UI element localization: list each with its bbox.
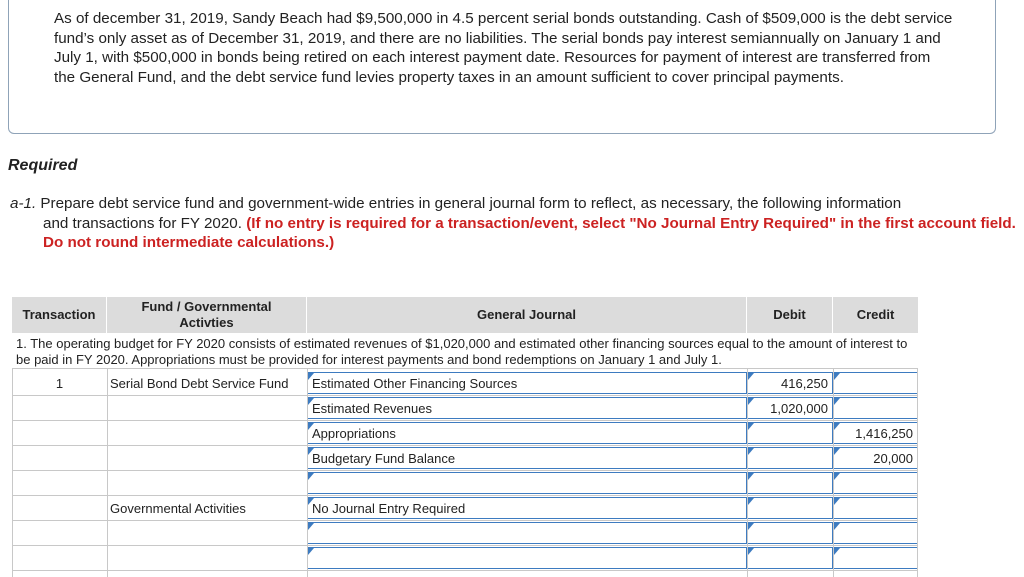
journal-header-row — [12, 297, 918, 333]
row-credit-input[interactable] — [833, 547, 918, 569]
row-transaction-number: 1 — [55, 375, 64, 391]
problem-text: As of december 31, 2019, Sandy Beach had $9,500,000 in 4.5 percent serial bonds outstanding. Cash of $509,000 is the debt service fund’s only asset as of December 31, 2019, and there are no liabilities. The serial bonds pay interest semiannually on January 1 and July 1, with $500,000 in bonds being retired on each interest payment date. Resources for payment of interest are transferred from the General Fund, and the debt service fund levies property taxes in an amount sufficient to cover principal payments. — [54, 10, 953, 86]
row-transaction-number — [12, 546, 107, 570]
grid-line — [917, 369, 918, 577]
row-fund-select[interactable] — [107, 446, 307, 470]
row-fund-select[interactable] — [107, 546, 307, 570]
row-debit-input[interactable]: 416,250 — [747, 372, 833, 394]
grid-line — [747, 369, 748, 577]
row-fund-select[interactable] — [107, 471, 307, 495]
row-account-select[interactable]: Budgetary Fund Balance — [307, 447, 747, 469]
journal-row — [12, 396, 918, 421]
row-transaction-number — [12, 396, 107, 420]
header-transaction: Transaction — [12, 297, 107, 333]
transaction-description: 1. The operating budget for FY 2020 consists of estimated revenues of $1,020,000 and estimated other financing sources equal to the amount of interest to be paid in FY 2020. Appropriations must be provided for interest payments and bond redemptions on January 1 and July 1. — [12, 333, 918, 369]
row-fund-select[interactable] — [107, 521, 307, 545]
journal-row — [12, 421, 918, 446]
row-credit-input[interactable] — [833, 522, 918, 544]
row-fund-select[interactable] — [107, 421, 307, 445]
question-text-continued: and transactions for FY 2020. — [43, 214, 247, 232]
journal-row — [12, 371, 918, 396]
row-fund-select[interactable]: Serial Bond Debt Service Fund — [107, 371, 307, 395]
row-transaction-number — [12, 446, 107, 470]
grid-line — [307, 369, 308, 577]
row-debit-input[interactable] — [747, 472, 833, 494]
row-credit-input[interactable] — [833, 472, 918, 494]
row-transaction-number — [12, 471, 107, 495]
row-account-select[interactable] — [307, 472, 747, 494]
row-debit-input[interactable] — [747, 547, 833, 569]
journal-row — [12, 496, 918, 521]
row-debit-input[interactable]: 1,020,000 — [747, 397, 833, 419]
row-credit-input[interactable] — [833, 372, 918, 394]
problem-statement-box — [8, 0, 996, 134]
journal-row — [12, 471, 918, 496]
row-account-select[interactable] — [307, 522, 747, 544]
header-debit: Debit — [747, 297, 833, 333]
row-account-select[interactable]: Estimated Other Financing Sources — [307, 372, 747, 394]
row-credit-input[interactable] — [833, 397, 918, 419]
row-account-select[interactable]: Estimated Revenues — [307, 397, 747, 419]
header-general-journal: General Journal — [307, 297, 747, 333]
row-debit-input[interactable] — [747, 422, 833, 444]
row-transaction-number — [12, 521, 107, 545]
row-credit-input[interactable] — [833, 497, 918, 519]
header-credit: Credit — [856, 307, 895, 322]
journal-row — [12, 446, 918, 471]
row-account-select[interactable]: No Journal Entry Required — [307, 497, 747, 519]
row-fund-select[interactable] — [107, 396, 307, 420]
row-transaction-number — [12, 421, 107, 445]
row-debit-input[interactable] — [747, 497, 833, 519]
journal-row — [12, 546, 918, 571]
grid-line — [12, 369, 13, 577]
question-text: Prepare debt service fund and government-wide entries in general journal form to reflect, as necessary, the following information — [36, 195, 902, 212]
question-a1 — [10, 194, 1020, 253]
question-number: a-1. — [10, 195, 37, 212]
row-credit-input[interactable]: 1,416,250 — [833, 422, 918, 444]
journal-table — [12, 297, 918, 577]
row-account-select[interactable]: Appropriations — [307, 422, 747, 444]
row-debit-input[interactable] — [747, 447, 833, 469]
required-heading: Required — [8, 157, 78, 174]
row-credit-input[interactable]: 20,000 — [833, 447, 918, 469]
header-fund: Fund / Governmental Activties — [107, 297, 307, 333]
row-debit-input[interactable] — [747, 522, 833, 544]
row-transaction-number — [12, 496, 107, 520]
journal-row — [12, 521, 918, 546]
question-note: (If no entry is required for a transaction/event, select "No Journal Entry Required" in the first account field. Do not round intermediate calculations.) — [43, 214, 1016, 251]
row-account-select[interactable] — [307, 547, 747, 569]
grid-line — [833, 369, 834, 577]
grid-line — [107, 369, 108, 577]
row-fund-select[interactable]: Governmental Activities — [107, 496, 307, 520]
